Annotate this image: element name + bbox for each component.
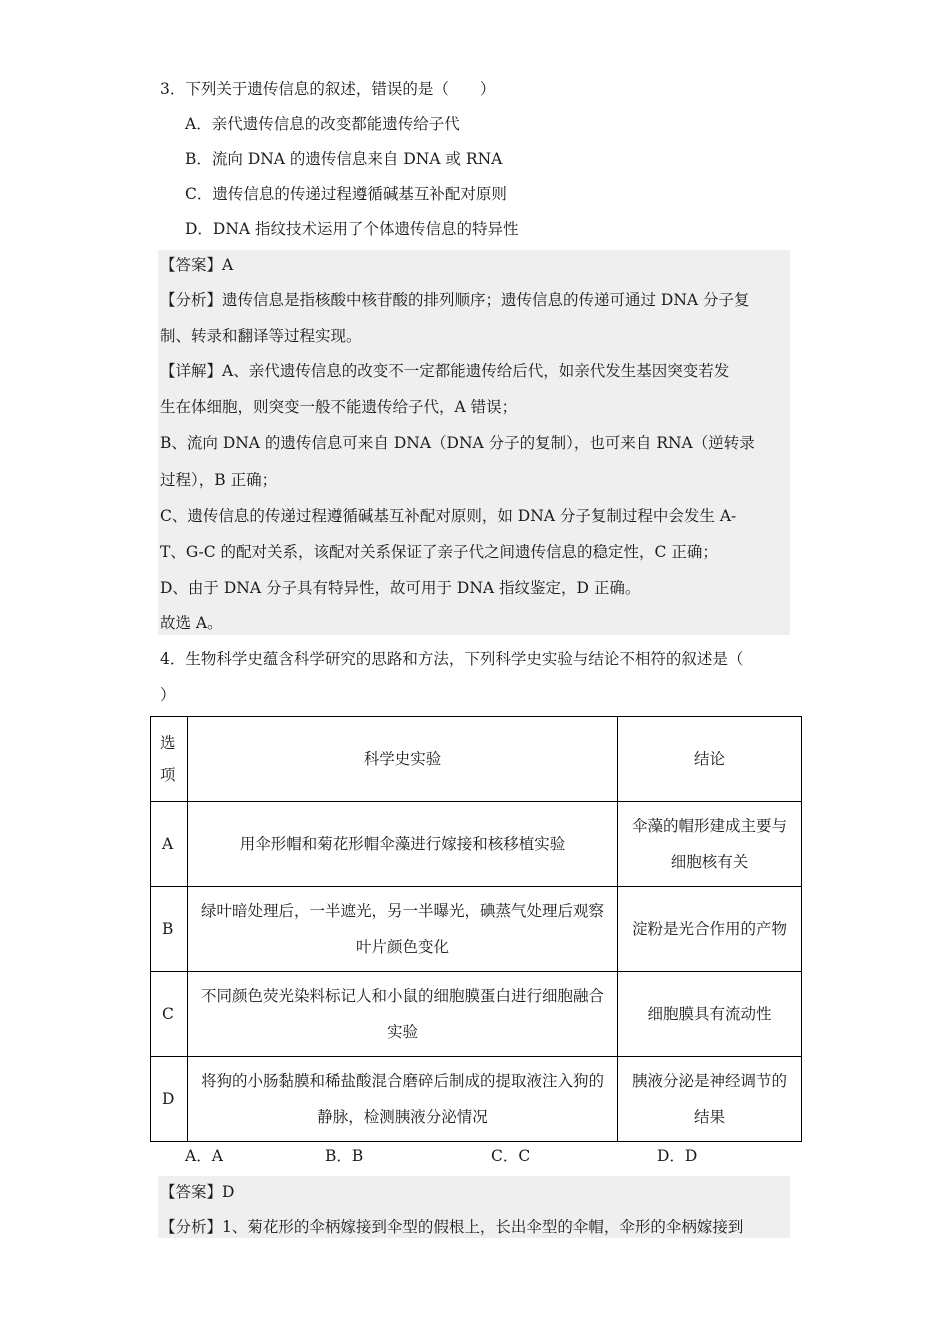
q3-stem: 3．下列关于遗传信息的叙述，错误的是（ ）: [160, 80, 496, 98]
q3-option-a: A．亲代遗传信息的改变都能遗传给子代: [185, 115, 460, 133]
q3-detail-line6: T、G-C 的配对关系，该配对关系保证了亲子代之间遗传信息的稳定性，C 正确；: [160, 543, 718, 561]
q4-choice-b: B．B: [325, 1147, 364, 1165]
q3-analysis-line1: 【分析】遗传信息是指核酸中核苷酸的排列顺序；遗传信息的传递可通过 DNA 分子复: [160, 291, 750, 309]
q4-table: [150, 716, 802, 1142]
q3-detail-line7: D、由于 DNA 分子具有特异性，故可用于 DNA 指纹鉴定，D 正确。: [160, 579, 641, 597]
row-experiment: 用伞形帽和菊花形帽伞藻进行嫁接和核移植实验: [188, 802, 618, 887]
q3-detail-line5: C、遗传信息的传递过程遵循碱基互补配对原则，如 DNA 分子复制过程中会发生 A-: [160, 507, 737, 525]
q3-option-c: C．遗传信息的传递过程遵循碱基互补配对原则: [185, 185, 507, 203]
q3-analysis-line2: 制、转录和翻译等过程实现。: [160, 327, 362, 345]
table-header-row: [151, 717, 802, 802]
row-option: B: [151, 887, 188, 972]
q3-detail-line1: 【详解】A、亲代遗传信息的改变不一定都能遗传给后代，如亲代发生基因突变若发: [160, 362, 730, 380]
q3-detail-line2: 生在体细胞，则突变一般不能遗传给子代，A 错误；: [160, 398, 518, 416]
row-option: A: [151, 802, 188, 887]
row-conclusion: 淀粉是光合作用的产物: [618, 887, 802, 972]
row-experiment: 绿叶暗处理后，一半遮光，另一半曝光，碘蒸气处理后观察叶片颜色变化: [188, 887, 618, 972]
table-row: [151, 802, 802, 887]
header-experiment: 科学史实验: [188, 717, 618, 802]
q4-choice-c: C．C: [491, 1147, 531, 1165]
q4-choice-a: A．A: [185, 1147, 223, 1165]
q3-option-d: D．DNA 指纹技术运用了个体遗传信息的特异性: [185, 220, 519, 238]
row-experiment: 不同颜色荧光染料标记人和小鼠的细胞膜蛋白进行细胞融合实验: [188, 972, 618, 1057]
q4-stem-line2: ）: [160, 686, 176, 704]
q3-answer: 【答案】A: [160, 256, 234, 274]
row-conclusion: 胰液分泌是神经调节的结果: [618, 1057, 802, 1142]
header-option: 选项: [151, 717, 188, 802]
row-option: C: [151, 972, 188, 1057]
header-conclusion: 结论: [618, 717, 802, 802]
table-row: [151, 887, 802, 972]
row-experiment: 将狗的小肠黏膜和稀盐酸混合磨碎后制成的提取液注入狗的静脉，检测胰液分泌情况: [188, 1057, 618, 1142]
q3-detail-line4: 过程），B 正确；: [160, 471, 278, 489]
table-row: [151, 1057, 802, 1142]
q3-conclusion: 故选 A。: [160, 614, 223, 632]
q3-option-b: B．流向 DNA 的遗传信息来自 DNA 或 RNA: [185, 150, 503, 168]
q4-stem-line1: 4．生物科学史蕴含科学研究的思路和方法，下列科学史实验与结论不相符的叙述是（: [160, 650, 744, 668]
row-option: D: [151, 1057, 188, 1142]
q4-choice-d: D．D: [657, 1147, 698, 1165]
q4-answer: 【答案】D: [160, 1183, 235, 1201]
q3-detail-line3: B、流向 DNA 的遗传信息可来自 DNA（DNA 分子的复制），也可来自 RNA（逆转录: [160, 434, 755, 452]
row-conclusion: 伞藻的帽形建成主要与细胞核有关: [618, 802, 802, 887]
table-row: [151, 972, 802, 1057]
q4-analysis-line1: 【分析】1、菊花形的伞柄嫁接到伞型的假根上，长出伞型的伞帽，伞形的伞柄嫁接到: [160, 1218, 744, 1236]
row-conclusion: 细胞膜具有流动性: [618, 972, 802, 1057]
